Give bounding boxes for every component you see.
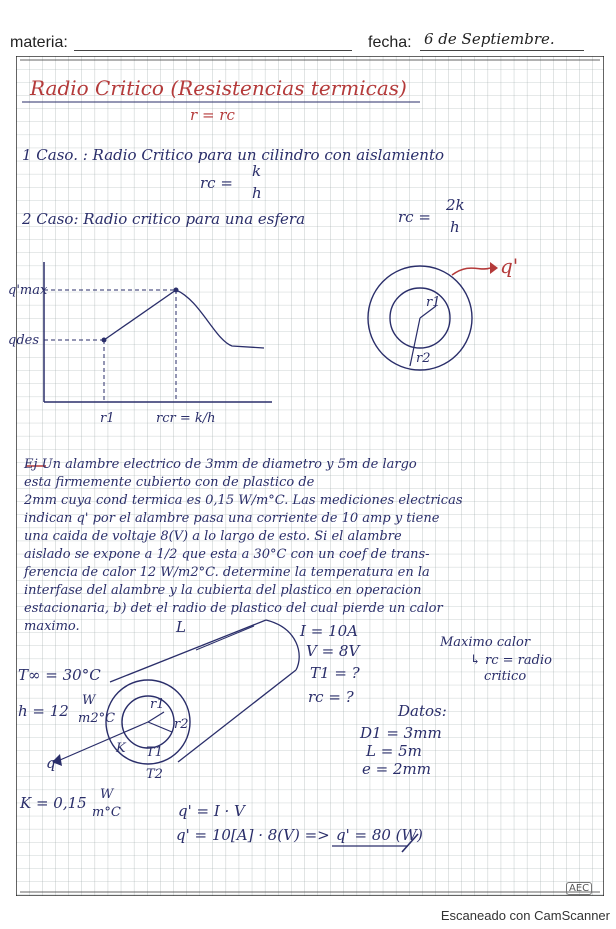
graph-curve: [104, 290, 264, 348]
scanner-logo: AEC: [566, 882, 592, 895]
sphere-diagram: [368, 262, 498, 370]
materia-label: materia:: [10, 34, 68, 51]
fig-t1-label: T1: [146, 745, 163, 760]
given-current: I = 10A: [300, 622, 358, 640]
datos-thickness: e = 2mm: [362, 760, 431, 778]
k-value: K = 0,15: [20, 794, 87, 812]
graph-qmax-label: q'max: [8, 283, 48, 298]
circle-r2-label: r2: [416, 351, 431, 366]
q-equation-1: q' = I · V: [178, 802, 245, 820]
given-voltage: V = 8V: [306, 642, 360, 660]
fig-k-label: K: [116, 741, 126, 756]
datos-length: L = 5m: [366, 742, 422, 760]
fecha-value: 6 de Septiembre.: [424, 30, 555, 48]
problem-line: aislado se expone a 1/2 que esta a 30°C con un coef de trans-: [24, 547, 430, 562]
case1-text: 1 Caso. : Radio Critico para un cilindro con aislamiento: [22, 146, 444, 164]
graph-rcr-label: rcr = k/h: [156, 411, 216, 426]
graph-r1-label: r1: [100, 411, 115, 426]
fig-t2-label: T2: [146, 767, 163, 782]
problem-line: indican q' por el alambre pasa una corriente de 10 amp y tiene: [24, 511, 440, 526]
problem-line: interfase del alambre y la cubierta del plastico en operacion: [24, 583, 422, 598]
fig-r1-label: r1: [150, 697, 165, 712]
fecha-label: fecha:: [368, 34, 412, 51]
r-equals-rc: r = rc: [190, 106, 235, 124]
case1-formula-lhs: rc =: [200, 174, 233, 192]
critical-radius-graph: [44, 262, 272, 402]
max-heat-note-2: ↳ rc = radio: [470, 653, 552, 668]
max-heat-note-3: critico: [484, 669, 527, 684]
fig-r2-label: r2: [174, 717, 189, 732]
datos-diameter: D1 = 3mm: [360, 724, 442, 742]
case2-text: 2 Caso: Radio critico para una esfera: [22, 210, 306, 228]
max-heat-note: Maximo calor: [440, 635, 531, 650]
graph-qdes-label: qdes: [8, 333, 40, 348]
fig-q-label: q: [46, 754, 56, 772]
fig-h-label: h = 12: [18, 702, 69, 720]
problem-line: 2mm cuya cond termica es 0,15 W/m°C. Las mediciones electricas: [24, 493, 463, 508]
problem-line: esta firmemente cubierto con de plastico de: [24, 475, 315, 490]
case1-formula-num: k: [252, 162, 262, 180]
problem-line: Ej Un alambre electrico de 3mm de diametro y 5m de largo: [24, 457, 417, 472]
fig-L-label: L: [176, 618, 186, 636]
given-rc: rc = ?: [308, 688, 354, 706]
fig-h-units-num: W: [82, 693, 96, 708]
scanner-watermark: Escaneado con CamScanner: [440, 908, 610, 923]
fig-h-units-den: m2°C: [78, 711, 116, 726]
problem-line: una caida de voltaje 8(V) a lo largo de esto. Si el alambre: [24, 529, 402, 544]
page-title: Radio Critico (Resistencias termicas): [30, 76, 407, 100]
q-equation-2: q' = 10[A] · 8(V) =>: [176, 826, 330, 844]
circle-r1-label: r1: [426, 295, 441, 310]
problem-line: ferencia de calor 12 W/m2°C. determine la temperatura en la: [24, 565, 430, 580]
problem-line: estacionaria, b) det el radio de plastico del cual pierde un calor: [24, 601, 443, 616]
k-units-den: m°C: [92, 805, 121, 820]
case1-formula-den: h: [252, 184, 262, 202]
case2-formula-den: h: [450, 218, 460, 236]
q-result: q' = 80 (W): [336, 826, 423, 844]
datos-title: Datos:: [398, 702, 447, 720]
k-units-num: W: [100, 787, 114, 802]
case2-formula-lhs: rc =: [398, 208, 431, 226]
fig-tinf-label: T∞ = 30°C: [18, 666, 101, 684]
problem-line: maximo.: [24, 619, 80, 634]
case2-formula-num: 2k: [446, 196, 465, 214]
circle-q-label: q': [500, 254, 519, 278]
given-t1: T1 = ?: [310, 664, 360, 682]
